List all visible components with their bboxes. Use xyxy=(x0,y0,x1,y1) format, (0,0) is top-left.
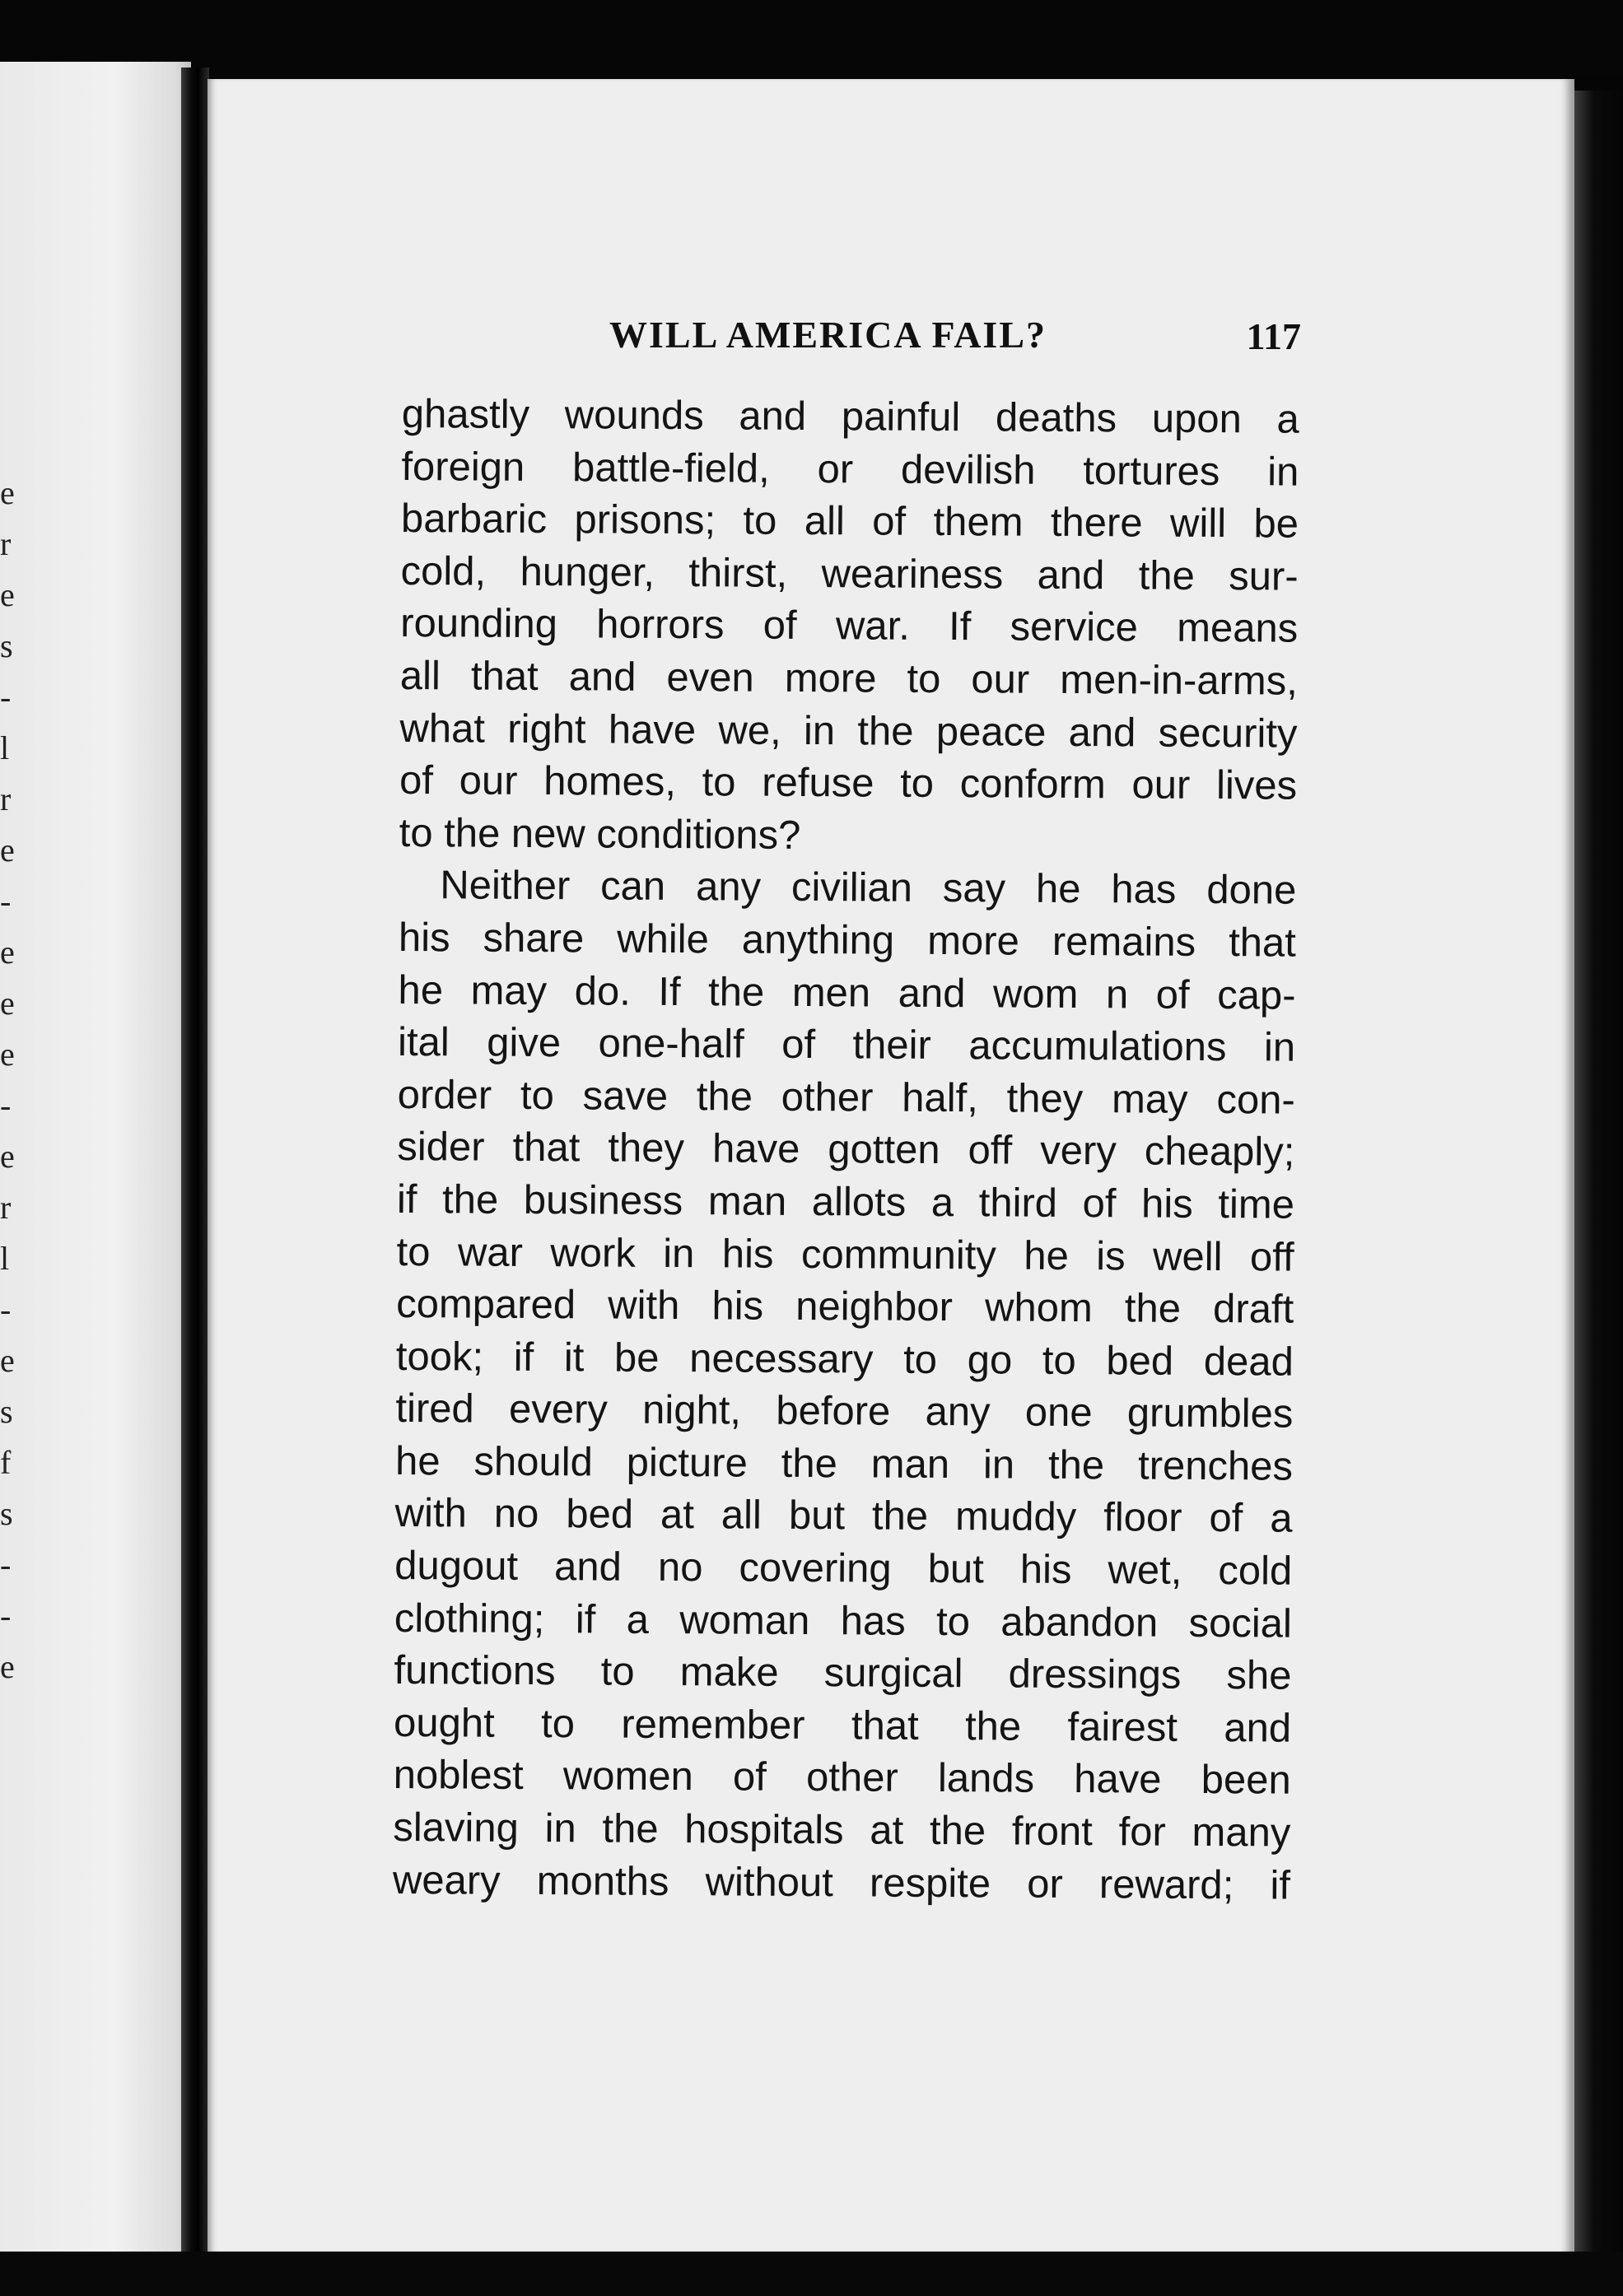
text-line: slaving in the hospitals at the front for many xyxy=(393,1805,1291,1856)
text-line: if the business man allots a third of his time xyxy=(396,1176,1295,1227)
text-line: sider that they have gotten off very cheaply; xyxy=(397,1125,1295,1175)
text-line: ought to remember that the fairest and xyxy=(393,1700,1292,1751)
cropped-letter: r xyxy=(0,1189,12,1226)
text-line: order to save the other half, they may con- xyxy=(397,1072,1295,1123)
text-line: cold, hunger, thirst, weariness and the sur- xyxy=(400,548,1299,599)
left-page-cropped-text xyxy=(0,473,33,1955)
cropped-letter: - xyxy=(0,1546,12,1583)
paragraph-2 xyxy=(393,859,1297,1912)
page-number: 117 xyxy=(1246,315,1301,357)
cropped-letter: - xyxy=(0,883,12,920)
cropped-letter: e xyxy=(0,1648,15,1685)
cropped-letter: e xyxy=(0,934,15,971)
text-line: functions to make surgical dressings she xyxy=(394,1648,1292,1698)
cropped-letter: s xyxy=(0,627,13,664)
page-right-edge xyxy=(1574,91,1623,2264)
cropped-letter: e xyxy=(0,831,15,869)
cropped-letter: e xyxy=(0,1036,15,1073)
cropped-letter: e xyxy=(0,576,15,613)
cropped-letter: l xyxy=(0,1240,10,1277)
text-line: tired every night, before any one grumbles xyxy=(395,1386,1294,1437)
cropped-letter: - xyxy=(0,678,12,715)
text-line: weary months without respite or reward; if xyxy=(392,1857,1291,1908)
cropped-letter: - xyxy=(0,1087,12,1124)
cropped-letter: s xyxy=(0,1393,13,1430)
text-line: he may do. If the men and wom n of cap- xyxy=(398,967,1296,1018)
text-line: took; if it be necessary to go to bed dead xyxy=(395,1334,1294,1385)
text-line: what right have we, in the peace and security xyxy=(399,706,1298,757)
text-line: noblest women of other lands have been xyxy=(393,1753,1291,1804)
running-head xyxy=(609,313,1301,362)
text-line: of our homes, to refuse to conform our lives xyxy=(399,758,1298,808)
cropped-letter: e xyxy=(0,474,15,511)
text-line: to war work in his community he is well off xyxy=(396,1229,1294,1280)
text-line: ital give one-half of their accumulations in xyxy=(397,1020,1296,1070)
text-line: clothing; if a woman has to abandon social xyxy=(394,1595,1293,1646)
cropped-letter: l xyxy=(0,729,10,766)
text-line: with no bed at all but the muddy floor of a xyxy=(394,1491,1293,1542)
text-line: foreign battle-field, or devilish tortures in xyxy=(401,444,1299,495)
cropped-letter: r xyxy=(0,780,12,817)
text-line: to the new conditions? xyxy=(399,810,801,858)
text-line: all that and even more to our men-in-arms, xyxy=(399,653,1299,704)
cropped-letter: f xyxy=(0,1444,12,1481)
book-gutter xyxy=(181,68,209,2257)
running-title: WILL AMERICA FAIL? xyxy=(609,314,1047,356)
paragraph-1 xyxy=(399,389,1299,865)
cropped-letter: s xyxy=(0,1495,13,1532)
text-line: he should picture the man in the trenches xyxy=(394,1438,1294,1489)
cropped-letter: - xyxy=(0,1597,12,1634)
text-line: dugout and no covering but his wet, cold xyxy=(394,1544,1293,1594)
text-line: rounding horrors of war. If service means xyxy=(400,601,1299,652)
text-line: ghastly wounds and painful deaths upon a xyxy=(401,391,1299,442)
cropped-letter: e xyxy=(0,1138,15,1175)
text-line: his share while anything more remains that xyxy=(398,915,1297,966)
scan-top-border xyxy=(0,0,1623,78)
cropped-letter: e xyxy=(0,1342,15,1379)
text-line: Neither can any civilian say he has done xyxy=(440,863,1297,913)
body-text xyxy=(393,389,1299,1912)
text-line: barbaric prisons; to all of them there will be xyxy=(400,496,1299,547)
text-line: compared with his neighbor whom the draft xyxy=(396,1282,1294,1332)
left-facing-page xyxy=(0,62,191,2252)
scan-bottom-border xyxy=(0,2252,1623,2296)
cropped-letter: r xyxy=(0,525,12,562)
cropped-letter: - xyxy=(0,1291,12,1328)
cropped-letter: e xyxy=(0,985,15,1022)
